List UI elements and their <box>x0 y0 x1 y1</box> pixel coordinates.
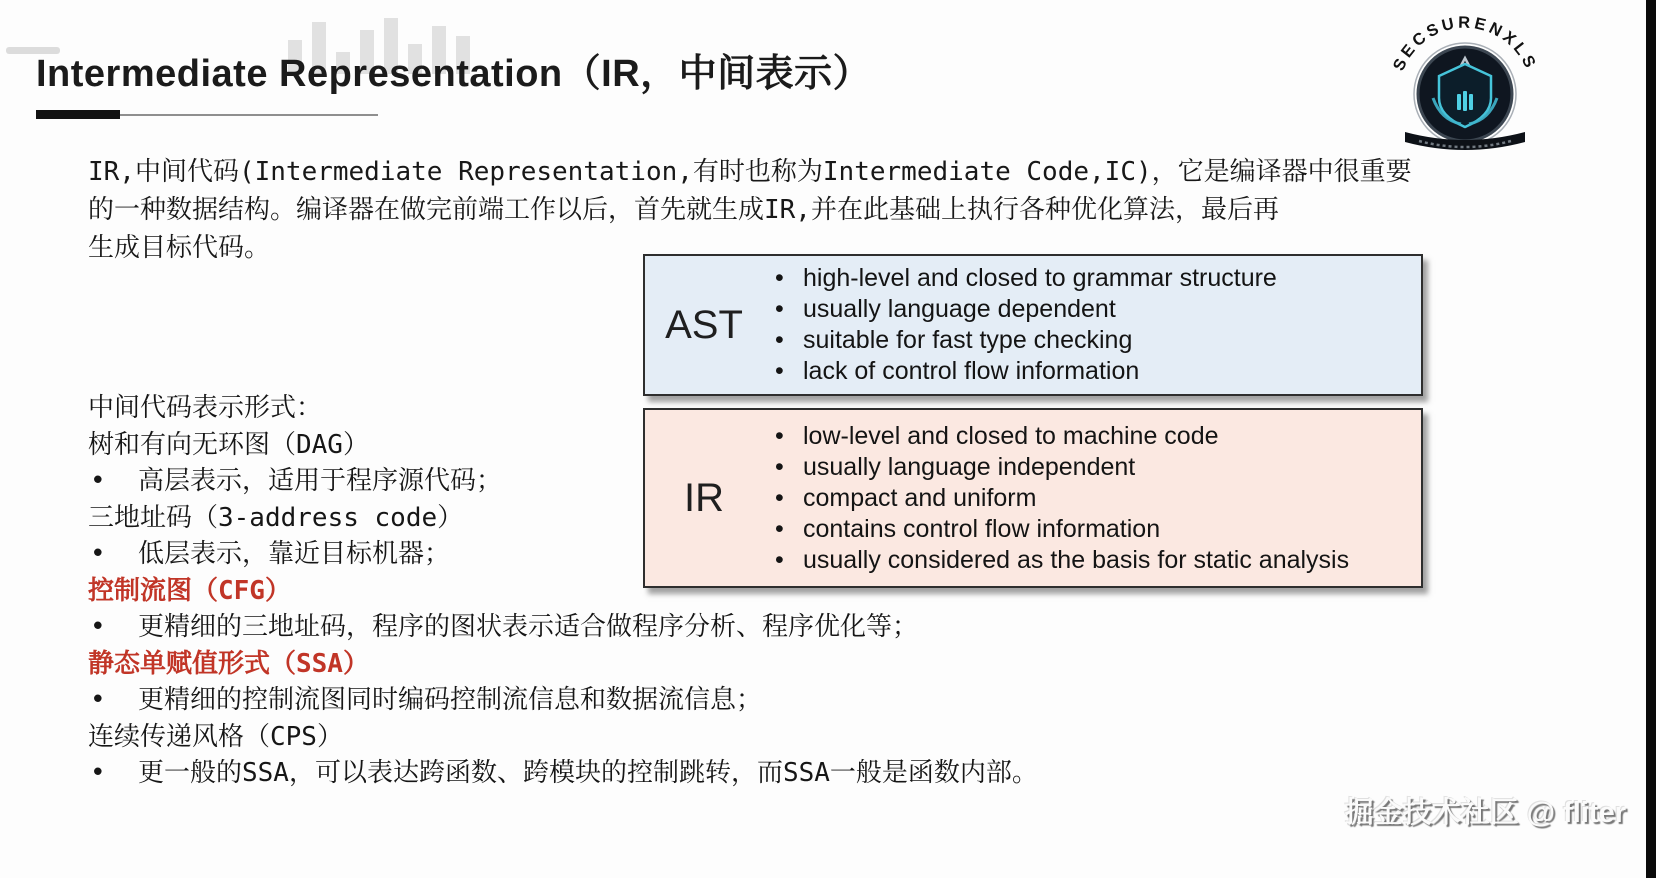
ast-label: AST <box>665 302 743 347</box>
page-title: Intermediate Representation（IR，中间表示） <box>36 53 872 95</box>
underline-thick-segment <box>36 110 120 119</box>
list-item: • suitable for fast type checking <box>763 325 1277 356</box>
form-line: • 更精细的控制流图同时编码控制流信息和数据流信息； <box>88 682 1038 719</box>
form-line: 三地址码（3-address code） <box>88 502 464 533</box>
list-item: • usually language dependent <box>763 294 1277 325</box>
intro-paragraph <box>88 153 1412 267</box>
shield-bar-icon <box>1457 94 1461 110</box>
ast-bullet-list <box>763 263 1277 387</box>
list-item: • contains control flow information <box>763 514 1349 545</box>
ir-forms-list <box>88 390 1038 792</box>
list-item: • usually considered as the basis for static analysis <box>763 545 1349 576</box>
list-item: • usually language independent <box>763 452 1349 483</box>
list-item: • compact and uniform <box>763 483 1349 514</box>
form-line: 树和有向无环图（DAG） <box>88 429 369 460</box>
form-line-ssa: 静态单赋值形式（SSA） <box>88 648 369 679</box>
form-line: • 高层表示，适用于程序源代码； <box>88 463 1038 500</box>
intro-line: 生成目标代码。 <box>88 233 271 263</box>
brand-logo <box>1385 6 1545 164</box>
list-item: • lack of control flow information <box>763 356 1277 387</box>
form-line: • 低层表示，靠近目标机器； <box>88 536 1038 573</box>
ast-box <box>643 254 1423 396</box>
list-item: • low-level and closed to machine code <box>763 421 1349 452</box>
shield-bar-icon <box>1469 94 1473 110</box>
brand-logo-svg <box>1385 6 1545 164</box>
shield-bar-icon <box>1463 91 1467 111</box>
title-underline <box>36 110 378 119</box>
form-line-cfg: 控制流图（CFG） <box>88 575 291 606</box>
form-line: • 更精细的三地址码，程序的图状表示适合做程序分析、程序优化等； <box>88 609 1038 646</box>
forms-heading: 中间代码表示形式： <box>88 393 323 423</box>
watermark: 掘金技术社区 @ fliter <box>1344 797 1626 829</box>
form-line: 连续传递风格（CPS） <box>88 721 343 752</box>
brand-arc-text: SECSURENXLS <box>1389 13 1541 74</box>
ir-label: IR <box>684 475 724 520</box>
intro-line: 的一种数据结构。编译器在做完前端工作以后，首先就生成IR,并在此基础上执行各种优化算法，最后再 <box>88 195 1279 225</box>
intro-line: IR,中间代码(Intermediate Representation,有时也称为Intermediate Code,IC)，它是编译器中很重要 <box>88 157 1412 187</box>
form-line: • 更一般的SSA，可以表达跨函数、跨模块的控制跳转，而SSA一般是函数内部。 <box>88 755 1038 792</box>
underline-thin-segment <box>120 114 378 116</box>
list-item: • high-level and closed to grammar structure <box>763 263 1277 294</box>
screen-edge-strip <box>1646 0 1656 878</box>
